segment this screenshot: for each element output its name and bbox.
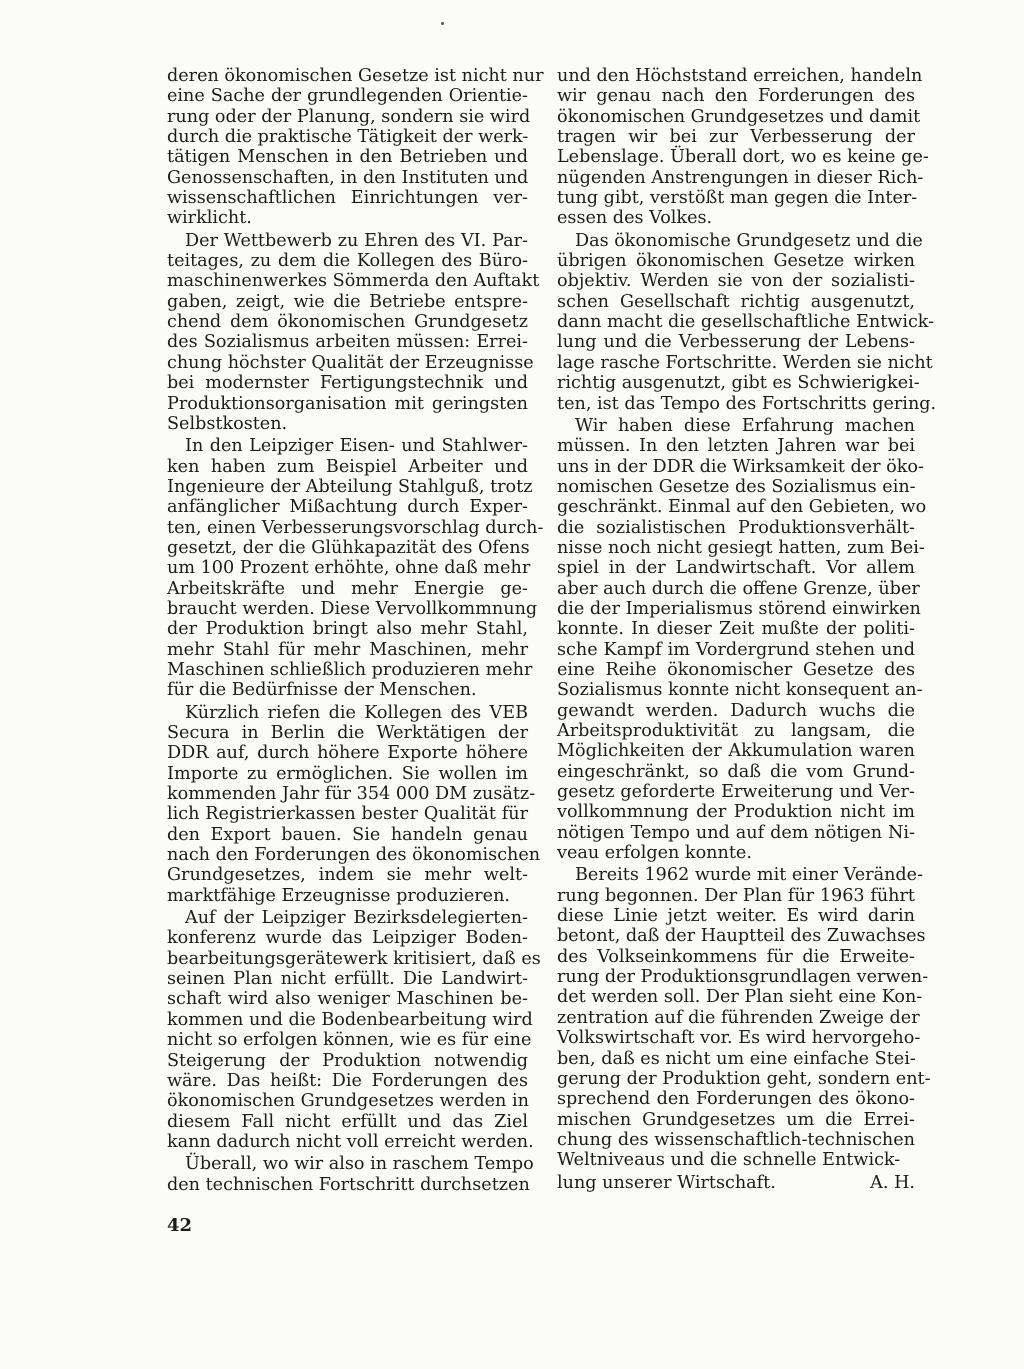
text-line: nisse noch nicht gesiegt hatten, zum Bei- [557, 537, 925, 558]
text-line: tätigen Menschen in den Betrieben und [167, 147, 528, 168]
text-line: Weltniveaus und die schnelle Entwick- [557, 1150, 901, 1171]
text-line: det werden soll. Der Plan sieht eine Kon- [557, 987, 923, 1008]
text-line: diesem Fall nicht erfüllt und das Ziel [167, 1111, 528, 1132]
text-line: essen des Volkes. [557, 208, 713, 229]
text-line: lung und die Verbesserung der Lebens- [557, 332, 915, 353]
text-line: Sozialismus konnte nicht konsequent an- [557, 680, 923, 701]
text-line: rung der Produktionsgrundlagen verwen- [557, 967, 929, 988]
text-line: betont, daß der Hauptteil des Zuwachses [557, 926, 926, 947]
text-line: kommen und die Bodenbearbeitung wird [167, 1009, 533, 1030]
text-line: objektiv. Werden sie von der sozialisti- [557, 271, 915, 292]
text-line: kann dadurch nicht voll erreicht werden. [167, 1131, 534, 1152]
text-line: tung gibt, verstößt man gegen die Inter- [557, 188, 918, 209]
text-line: Lebenslage. Überall dort, wo es keine ge- [557, 147, 929, 168]
text-line: rung oder der Planung, sondern sie wird [167, 106, 531, 127]
text-line: geschränkt. Einmal auf den Gebieten, wo [557, 497, 927, 518]
paragraph [167, 436, 544, 701]
text-line: vollkommnung der Produktion nicht im [557, 802, 915, 823]
text-line: Steigerung der Produktion notwendig [167, 1050, 528, 1071]
text-line: Bereits 1962 wurde mit einer Verände- [575, 865, 924, 886]
text-line: und den Höchststand erreichen, handeln [557, 66, 923, 86]
text-line: Grundgesetzes, indem sie mehr welt- [167, 865, 528, 886]
text-line: Importe zu ermöglichen. Sie wollen im [167, 763, 528, 784]
text-line: nomischen Gesetze des Sozialismus ein- [557, 476, 916, 497]
text-line: schen Gesellschaft richtig ausgenutzt, [557, 291, 915, 312]
text-line: wissenschaftlichen Einrichtungen ver- [167, 188, 528, 209]
text-line: Volkswirtschaft vor. Es wird hervorgeho- [557, 1028, 921, 1049]
paragraph [167, 908, 541, 1152]
text-line: schaft wird also weniger Maschinen be- [167, 989, 528, 1010]
text-line: Secura in Berlin die Werktätigen der [167, 723, 528, 743]
text-line: Kürzlich riefen die Kollegen des VEB [185, 702, 528, 723]
text-line: des Sozialismus arbeiten müssen: Errei- [167, 332, 528, 353]
text-line: seinen Plan nicht erfüllt. Die Landwirt- [167, 969, 528, 990]
text-line: DDR auf, durch höhere Exporte höhere [167, 743, 528, 764]
text-line: übrigen ökonomischen Gesetze wirken [557, 251, 915, 272]
paragraph [557, 66, 929, 229]
text-line: In den Leipziger Eisen- und Stahlwer- [185, 436, 528, 457]
text-line: maschinenwerkes Sömmerda den Auftakt [167, 271, 540, 292]
text-line: ökonomischen Grundgesetzes werden in [167, 1091, 529, 1112]
text-line: anfänglicher Mißachtung durch Exper- [167, 497, 528, 518]
paragraph [167, 66, 544, 229]
text-line: gesetz geforderte Erweiterung und Ver- [557, 782, 915, 803]
paragraph [557, 230, 937, 414]
text-line: gesetzt, der die Glühkapazität des Ofens [167, 537, 530, 558]
text-line: veau erfolgen konnte. [557, 843, 752, 864]
closing-row [557, 1173, 915, 1193]
text-line: richtig ausgenutzt, gibt es Schwierigkei- [557, 373, 920, 394]
text-line: Möglichkeiten der Akkumulation waren [557, 741, 915, 762]
text-line: lage rasche Fortschritte. Werden sie nicht [557, 352, 933, 373]
text-line: ten, ist das Tempo des Fortschritts gering. [557, 393, 937, 414]
paragraph [167, 230, 540, 434]
text-line: rung begonnen. Der Plan für 1963 führt [557, 885, 915, 906]
text-line: aber auch durch die offene Grenze, über [557, 578, 920, 599]
text-line: konferenz wurde das Leipziger Boden- [167, 928, 528, 949]
paragraph [167, 1154, 534, 1195]
text-line: die der Imperialismus störend einwirken [557, 598, 921, 619]
text-line: ken haben zum Beispiel Arbeiter und [167, 456, 528, 477]
text-line: ben, daß es nicht um eine einfache Stei- [557, 1048, 916, 1069]
paragraph [557, 415, 927, 864]
text-line: Auf der Leipziger Bezirksdelegierten- [185, 908, 528, 929]
text-line: eine Reihe ökonomischer Gesetze des [557, 659, 915, 680]
text-line: mischen Grundgesetzes um die Errei- [557, 1109, 915, 1130]
text-line: wirklicht. [167, 208, 252, 229]
text-line: teitages, zu dem die Kollegen des Büro- [167, 251, 528, 272]
text-line: sche Kampf im Vordergrund stehen und [557, 639, 915, 660]
text-line: bearbeitungsgerätewerk kritisiert, daß es [167, 948, 541, 969]
page-number: 42 [167, 1215, 193, 1236]
text-line: Der Wettbewerb zu Ehren des VI. Par- [185, 230, 528, 251]
text-line: bei modernster Fertigungstechnik und [167, 373, 528, 394]
text-line: diese Linie jetzt weiter. Es wird darin [557, 906, 915, 927]
text-line: Arbeitsproduktivität zu langsam, die [557, 721, 915, 741]
text-line: nügenden Anstrengungen in dieser Rich- [557, 167, 924, 188]
text-line: marktfähige Erzeugnisse produzieren. [167, 885, 511, 906]
text-line: wäre. Das heißt: Die Forderungen des [167, 1070, 528, 1091]
text-line: kommenden Jahr für 354 000 DM zusätz- [167, 784, 536, 805]
text-line: sprechend den Forderungen des ökono- [557, 1089, 915, 1110]
text-line: gerung der Produktion geht, sondern ent- [557, 1068, 931, 1089]
paragraph [557, 865, 931, 1171]
text-line: des Volkseinkommens für die Erweite- [557, 946, 915, 967]
text-line: gewandt werden. Dadurch wuchs die [557, 700, 915, 721]
text-line: konnte. In dieser Zeit mußte der politi- [557, 619, 915, 640]
text-line: wir genau nach den Forderungen des [557, 86, 915, 107]
text-line: gaben, zeigt, wie die Betriebe entspre- [167, 291, 528, 312]
text-line: müssen. In den letzten Jahren war bei [557, 436, 915, 457]
text-line: Genossenschaften, in den Instituten und [167, 167, 529, 188]
text-line: uns in der DDR die Wirksamkeit der öko- [557, 456, 924, 477]
text-line: deren ökonomischen Gesetze ist nicht nur [167, 66, 544, 86]
text-line: Produktionsorganisation mit geringsten [167, 393, 528, 414]
paragraph [167, 702, 541, 906]
text-line: für die Bedürfnisse der Menschen. [167, 680, 477, 701]
text-line: Das ökonomische Grundgesetz und die [575, 230, 923, 251]
left-column [167, 66, 544, 1197]
text-line: der Produktion bringt also mehr Stahl, [167, 619, 528, 640]
text-line: nicht so erfolgen können, wie es für eine [167, 1030, 532, 1051]
text-line: eingeschränkt, so daß die vom Grund- [557, 761, 915, 782]
text-line: zentration auf die führenden Zweige der [557, 1007, 920, 1028]
text-line: um 100 Prozent erhöhte, ohne daß mehr [167, 558, 531, 579]
text-line: den technischen Fortschritt durchsetzen [167, 1174, 530, 1195]
text-line: chung höchster Qualität der Erzeugnisse [167, 352, 534, 373]
author-signature: A. H. [870, 1172, 915, 1193]
text-line: Überall, wo wir also in raschem Tempo [185, 1154, 534, 1175]
text-line: ten, einen Verbesserungsvorschlag durch- [167, 517, 544, 538]
text-line: Maschinen schließlich produzieren mehr [167, 659, 533, 680]
text-line: Wir haben diese Erfahrung machen [575, 415, 915, 436]
text-line: braucht werden. Diese Vervollkommnung [167, 598, 538, 619]
text-line: den Export bauen. Sie handeln genau [167, 824, 528, 845]
text-line: Arbeitskräfte und mehr Energie ge- [167, 578, 528, 599]
text-line: lich Registrierkassen bester Qualität für [167, 804, 528, 825]
text-line: tragen wir bei zur Verbesserung der [557, 127, 915, 148]
text-line: durch die praktische Tätigkeit der werk- [167, 127, 529, 148]
text-line: dann macht die gesellschaftliche Entwick- [557, 312, 935, 333]
closing-line: lung unserer Wirtschaft. [557, 1172, 776, 1193]
text-line: Selbstkosten. [167, 413, 288, 434]
text-line: nötigen Tempo und auf dem nötigen Ni- [557, 822, 915, 843]
text-line: chung des wissenschaftlich-technischen [557, 1129, 915, 1150]
right-column [557, 66, 937, 1193]
text-line: chend dem ökonomischen Grundgesetz [167, 312, 528, 333]
text-line: die sozialistischen Produktionsverhält- [557, 517, 915, 538]
text-line: spiel in der Landwirtschaft. Vor allem [557, 558, 915, 579]
text-line: ökonomischen Grundgesetzes und damit [557, 106, 921, 127]
text-line: eine Sache der grundlegenden Orientie- [167, 86, 528, 107]
print-speck [441, 22, 444, 25]
text-line: Ingenieure der Abteilung Stahlguß, trotz [167, 476, 533, 497]
text-line: mehr Stahl für mehr Maschinen, mehr [167, 639, 528, 660]
text-line: nach den Forderungen des ökonomischen [167, 845, 541, 866]
